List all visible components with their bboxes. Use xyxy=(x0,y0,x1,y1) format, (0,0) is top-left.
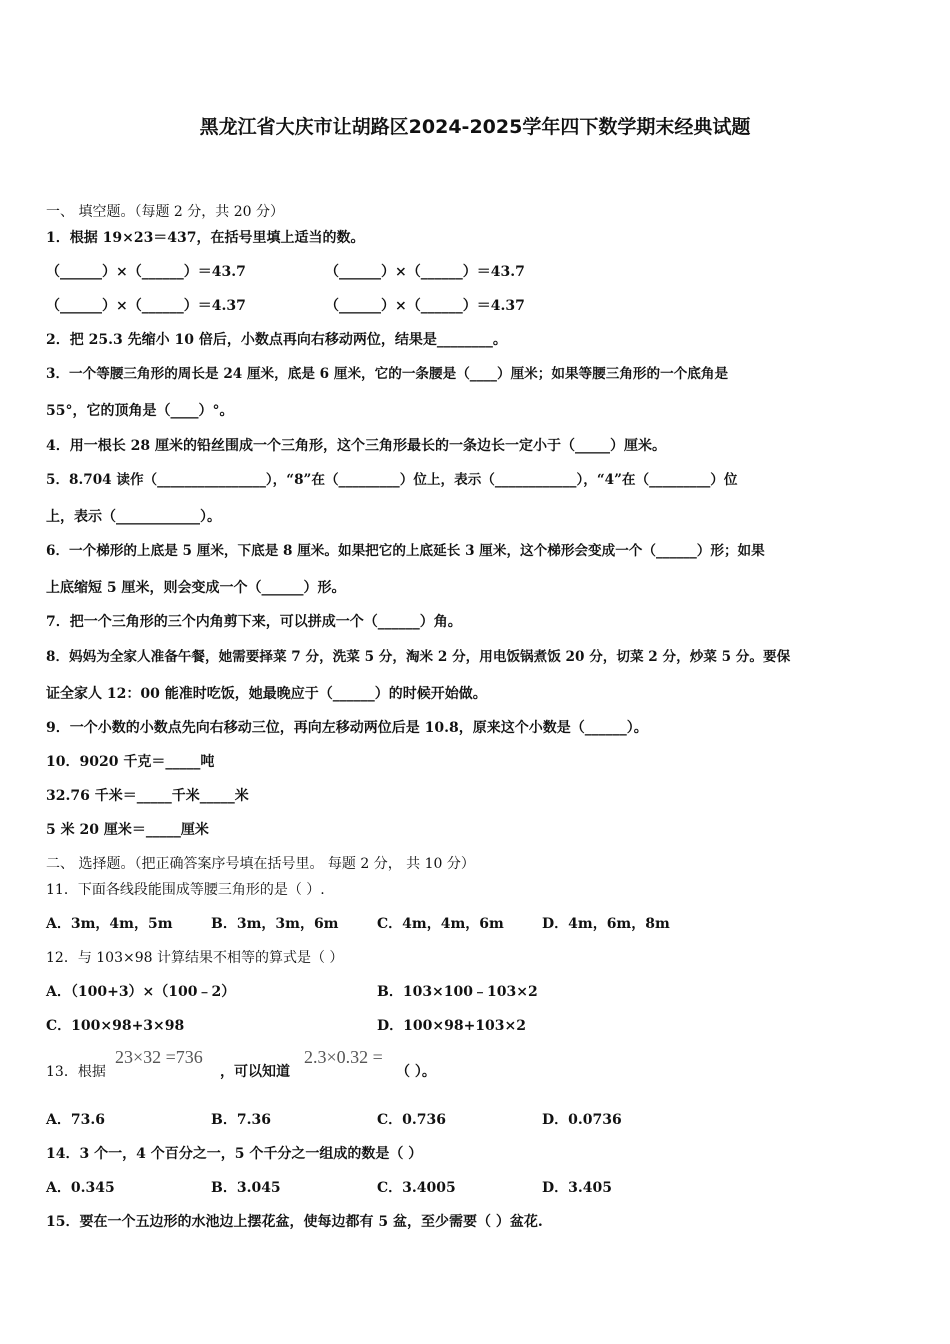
question-7: 7．把一个三角形的三个内角剪下来，可以拼成一个（______）角。 xyxy=(46,614,462,630)
question-2: 2．把 25.3 先缩小 10 倍后，小数点再向右移动两位，结果是________。 xyxy=(46,332,507,348)
question-1-line-a: （______）×（______）＝43.7 xyxy=(46,264,246,280)
question-11-option-a: A．3m，4m，5m xyxy=(46,916,173,932)
question-13-middle: ，可以知道 xyxy=(220,1064,290,1080)
question-15: 15．要在一个五边形的水池边上摆花盆，使每边都有 5 盆，至少需要（ ）盆花. xyxy=(46,1214,543,1230)
question-14-option-a: A．0.345 xyxy=(46,1180,115,1196)
page-title: 黑龙江省大庆市让胡路区2024-2025学年四下数学期末经典试题 xyxy=(199,116,751,138)
section-2-heading: 二、 选择题。（把正确答案序号填在括号里。 每题 2 分， 共 10 分） xyxy=(46,856,475,872)
question-4: 4．用一根长 28 厘米的铅丝围成一个三角形，这个三角形最长的一条边长一定小于（_____）厘米。 xyxy=(46,438,666,454)
question-13-prefix: 13．根据 xyxy=(46,1064,106,1080)
question-11-option-c: C．4m，4m，6m xyxy=(377,916,504,932)
question-13-option-d: D．0.0736 xyxy=(542,1112,622,1128)
question-1-line-b: （______）×（______）＝43.7 xyxy=(325,264,525,280)
question-12-option-b: B．103×100﹣103×2 xyxy=(377,984,538,1000)
question-10-line-1: 10．9020 千克＝_____吨 xyxy=(46,754,215,770)
question-12-option-c: C．100×98+3×98 xyxy=(46,1018,185,1034)
question-1-line-d: （______）×（______）＝4.37 xyxy=(325,298,525,314)
question-1-line-c: （______）×（______）＝4.37 xyxy=(46,298,246,314)
question-6-line-1: 6．一个梯形的上底是 5 厘米，下底是 8 厘米。如果把它的上底延长 3 厘米，这个梯形会变成一个（______）形；如果 xyxy=(46,543,765,559)
question-10-line-3: 5 米 20 厘米＝_____厘米 xyxy=(46,822,209,838)
question-8-line-1: 8．妈妈为全家人准备午餐，她需要择菜 7 分，洗菜 5 分，淘米 2 分，用电饭锅煮饭 20 分，切菜 2 分，炒菜 5 分。要保 xyxy=(46,649,791,665)
question-14: 14．3 个一，4 个百分之一，5 个千分之一组成的数是（ ） xyxy=(46,1146,423,1162)
question-13-option-b: B．7.36 xyxy=(211,1112,271,1128)
question-6-line-2: 上底缩短 5 厘米，则会变成一个（______）形。 xyxy=(46,580,346,596)
question-3-line-2: 55°，它的顶角是（____）°。 xyxy=(46,403,234,419)
question-13-formula-1: 23×32 =736 xyxy=(115,1047,203,1067)
question-13-option-a: A．73.6 xyxy=(46,1112,105,1128)
question-5-line-2: 上，表示（____________）。 xyxy=(46,509,221,525)
question-14-option-d: D．3.405 xyxy=(542,1180,612,1196)
section-1-heading: 一、 填空题。（每题 2 分，共 20 分） xyxy=(46,204,284,220)
question-14-option-b: B．3.045 xyxy=(211,1180,281,1196)
question-12: 12．与 103×98 计算结果不相等的算式是（ ） xyxy=(46,950,344,966)
question-8-line-2: 证全家人 12：00 能准时吃饭，她最晚应于（______）的时候开始做。 xyxy=(46,686,487,702)
question-12-option-d: D．100×98+103×2 xyxy=(377,1018,527,1034)
question-11-option-d: D．4m，6m，8m xyxy=(542,916,670,932)
question-9: 9．一个小数的小数点先向右移动三位，再向左移动两位后是 10.8，原来这个小数是（______）。 xyxy=(46,720,648,736)
question-1: 1．根据 19×23＝437，在括号里填上适当的数。 xyxy=(46,230,365,246)
question-5-line-1: 5．8.704 读作（________________），“8”在（_________）位上，表示（____________），“4”在（_________）位 xyxy=(46,472,738,488)
question-14-option-c: C．3.4005 xyxy=(377,1180,456,1196)
question-13-suffix: （ ）。 xyxy=(396,1064,436,1080)
question-10-line-2: 32.76 千米＝_____千米_____米 xyxy=(46,788,249,804)
question-3-line-1: 3．一个等腰三角形的周长是 24 厘米，底是 6 厘米，它的一条腰是（____）厘米；如果等腰三角形的一个底角是 xyxy=(46,366,729,382)
question-11: 11．下面各线段能围成等腰三角形的是（ ）. xyxy=(46,882,325,898)
question-12-option-a: A．（100+3）×（100﹣2） xyxy=(46,984,236,1000)
question-11-option-b: B．3m，3m，6m xyxy=(211,916,339,932)
question-13-formula-2: 2.3×0.32 = xyxy=(304,1047,383,1067)
question-13-option-c: C．0.736 xyxy=(377,1112,446,1128)
